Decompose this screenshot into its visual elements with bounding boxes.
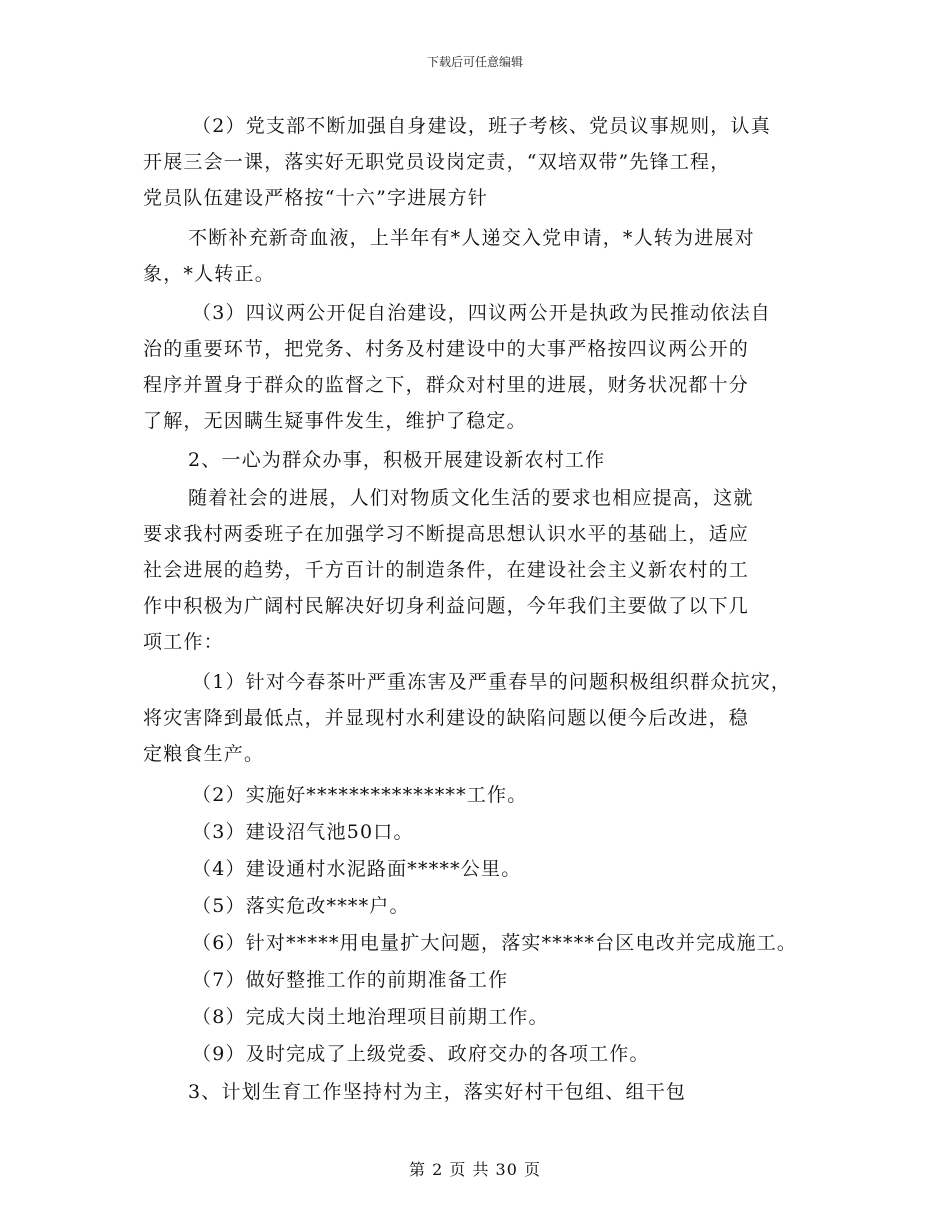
- list-item: （6）针对*****用电量扩大问题，落实*****台区电改并完成施工。: [192, 932, 798, 954]
- section-heading: 3、计划生育工作坚持村为主，落实好村干包组、组干包: [188, 1081, 687, 1103]
- text-line: 项工作：: [143, 631, 224, 653]
- text-line: 将灾害降到最低点，并显现村水利建设的缺陷问题以便今后改进，稳: [143, 707, 750, 729]
- text-line: 不断补充新奇血液，上半年有*人递交入党申请，*人转为进展对: [188, 227, 755, 249]
- text-line: 作中积极为广阔村民解决好切身利益问题，今年我们主要做了以下几: [143, 595, 750, 617]
- list-item: （8）完成大岗土地治理项目前期工作。: [192, 1006, 549, 1028]
- list-item: （7）做好整推工作的前期准备工作: [192, 969, 509, 991]
- text-line: 定粮食生产。: [143, 743, 265, 765]
- text-line: 象，*人转正。: [143, 263, 275, 285]
- text-line: 了解，无因瞒生疑事件发生，维护了稳定。: [143, 410, 527, 432]
- text-line: 要求我村两委班子在加强学习不断提高思想认识水平的基础上，适应: [143, 523, 750, 545]
- text-line: 随着社会的进展，人们对物质文化生活的要求也相应提高，这就: [188, 487, 754, 509]
- text-line: 社会进展的趋势，千方百计的制造条件，在建设社会主义新农村的工: [143, 559, 750, 581]
- text-line: 治的重要环节，把党务、村务及村建设中的大事严格按四议两公开的: [143, 338, 750, 360]
- list-item: （1）针对今春茶叶严重冻害及严重春旱的问题积极组织群众抗灾，: [192, 671, 792, 693]
- list-item: （5）落实危改****户。: [192, 895, 410, 917]
- list-item: （3）建设沼气池50口。: [192, 821, 414, 843]
- text-line: 党员队伍建设严格按“十六”字进展方针: [143, 187, 489, 209]
- text-line: 开展三会一课，落实好无职党员设岗定责，“双培双带”先锋工程，: [143, 151, 731, 173]
- page-footer: 第 2 页 共 30 页: [409, 1160, 541, 1179]
- list-item: （4）建设通村水泥路面*****公里。: [192, 858, 522, 880]
- list-item: （2）实施好***************工作。: [192, 784, 528, 806]
- text-line: 程序并置身于群众的监督之下，群众对村里的进展，财务状况都十分: [143, 374, 750, 396]
- list-item: （9）及时完成了上级党委、政府交办的各项工作。: [192, 1043, 650, 1065]
- text-line: （3）四议两公开促自治建设，四议两公开是执政为民推动依法自: [192, 302, 771, 324]
- text-line: （2）党支部不断加强自身建设，班子考核、党员议事规则，认真: [192, 115, 771, 137]
- section-heading: 2、一心为群众办事，积极开展建设新农村工作: [188, 449, 606, 471]
- header-note: 下载后可任意编辑: [426, 55, 523, 69]
